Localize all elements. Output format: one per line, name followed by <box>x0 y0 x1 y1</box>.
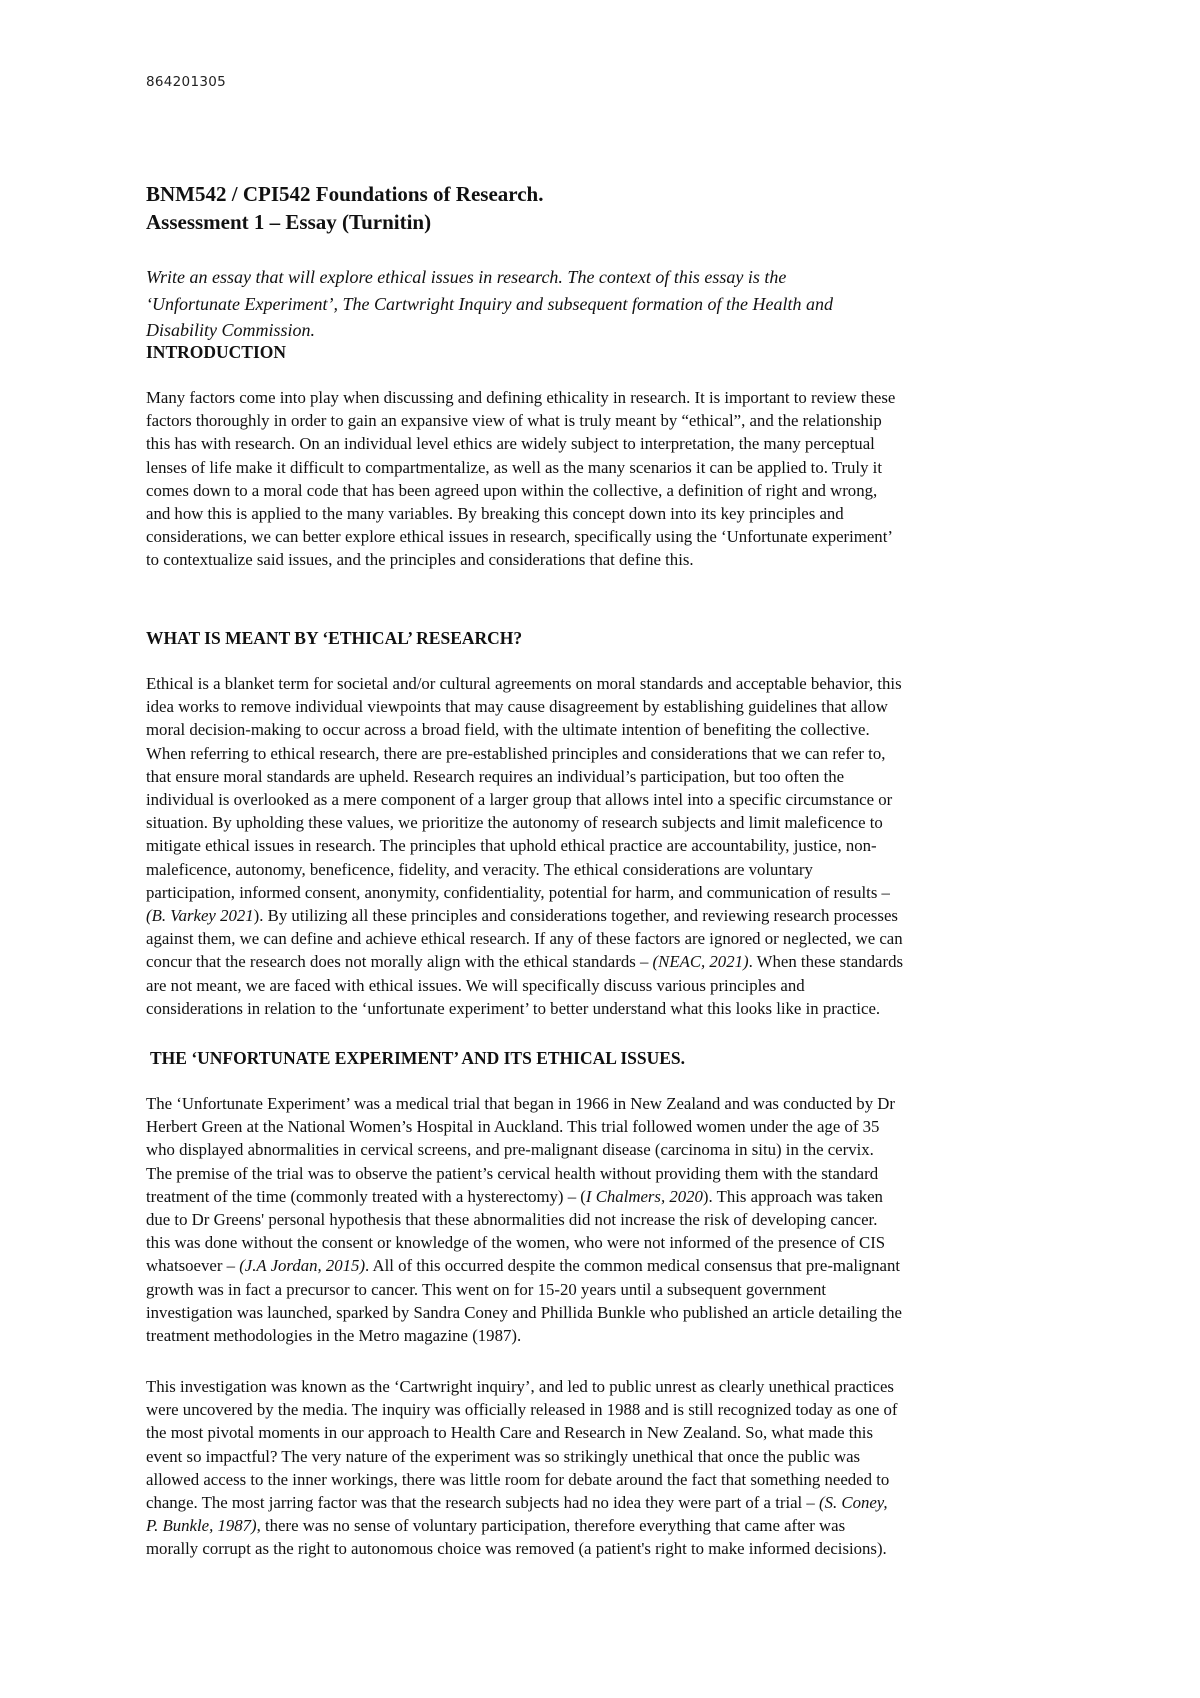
paragraph-ethical-research <box>146 672 1066 1020</box>
citation: P. Bunkle, 1987) <box>146 1516 257 1536</box>
paragraph-line <box>146 1254 1066 1277</box>
paragraph-line: that ensure moral standards are upheld. Research requires an individual’s participation, but too often the <box>146 766 845 786</box>
paragraph-line <box>146 1514 1066 1537</box>
paragraph-line: investigation was launched, sparked by Sandra Coney and Phillida Bunkle who published an article detailing the <box>146 1302 902 1322</box>
paragraph-line: maleficence, autonomy, beneficence, fidelity, and veracity. The ethical considerations are voluntary <box>146 859 813 879</box>
heading-ethical-research: WHAT IS MEANT BY ‘ETHICAL’ RESEARCH? <box>146 628 523 648</box>
citation: (NEAC, 2021) <box>652 952 749 972</box>
paragraph-line <box>146 1491 1066 1514</box>
paragraph-line: growth was in fact a precursor to cancer. This went on for 15-20 years until a subsequent government <box>146 1279 827 1299</box>
prompt-line: Disability Commission. <box>146 320 316 340</box>
heading-introduction: INTRODUCTION <box>146 342 287 362</box>
paragraph-line: individual is overlooked as a mere component of a larger group that allows intel into a specific circumstance or <box>146 790 893 810</box>
line-text: . All of this occurred despite the common medical consensus that pre-malignant <box>365 1256 901 1276</box>
student-id: 864201305 <box>146 74 227 90</box>
paragraph-line <box>146 1185 1066 1208</box>
paragraph-line <box>146 904 1066 927</box>
paragraph-line: event so impactful? The very nature of the experiment was so strikingly unethical that once the public was <box>146 1446 861 1466</box>
paragraph-unfortunate-experiment <box>146 1092 1066 1347</box>
paragraph-line: who displayed abnormalities in cervical screens, and pre-malignant disease (carcinoma in situ) in the cervix. <box>146 1140 874 1160</box>
paragraph-line: This investigation was known as the ‘Cartwright inquiry’, and led to public unrest as clearly unethical practices <box>146 1377 894 1396</box>
prompt-line: ‘Unfortunate Experiment’, The Cartwright Inquiry and subsequent formation of the Health and <box>146 293 833 314</box>
line-text: . When these standards <box>748 952 903 972</box>
assessment-title: Assessment 1 – Essay (Turnitin) <box>146 210 432 234</box>
paragraph-line: and how this is applied to the many variables. By breaking this concept down into its key principles and <box>146 504 844 524</box>
citation: (B. Varkey 2021 <box>146 906 254 926</box>
prompt-line: Write an essay that will explore ethical issues in research. The context of this essay is the <box>146 267 787 287</box>
paragraph-line: mitigate ethical issues in research. The principles that uphold ethical practice are accountability, justice, non- <box>146 836 877 856</box>
paragraph-line: Many factors come into play when discussing and defining ethicality in research. It is important to review these <box>146 388 896 407</box>
paragraph-cartwright-inquiry <box>146 1375 1066 1561</box>
citation: I Chalmers, 2020 <box>585 1186 703 1206</box>
citation: (J.A Jordan, 2015) <box>239 1256 366 1276</box>
paragraph-line: against them, we can define and achieve ethical research. If any of these factors are ignored or neglected, we can <box>146 929 903 949</box>
document-title <box>146 180 1046 236</box>
paragraph-line: considerations in relation to the ‘unfortunate experiment’ to better understand what this looks like in practice. <box>146 998 881 1018</box>
paragraph-line: the most pivotal moments in our approach to Health Care and Research in New Zealand. So, what made this <box>146 1423 873 1443</box>
paragraph-line: are not meant, we are faced with ethical issues. We will specifically discuss various principles and <box>146 975 805 995</box>
paragraph-line: this was done without the consent or knowledge of the women, who were not informed of the presence of CIS <box>146 1233 886 1253</box>
paragraph-line: to contextualize said issues, and the principles and considerations that define this. <box>146 550 694 570</box>
paragraph-line: situation. By upholding these values, we prioritize the autonomy of research subjects and limit maleficence to <box>146 813 883 833</box>
line-text: ). By utilizing all these principles and considerations together, and reviewing research processes <box>253 906 898 926</box>
paragraph-line: factors thoroughly in order to gain an expansive view of what is truly meant by “ethical”, and the relationship <box>146 411 882 431</box>
paragraph-line: allowed access to the inner workings, there was little room for debate around the fact that something needed to <box>146 1469 890 1489</box>
paragraph-line: Ethical is a blanket term for societal and/or cultural agreements on moral standards and acceptable behavior, this <box>146 674 902 693</box>
heading-unfortunate-experiment: THE ‘UNFORTUNATE EXPERIMENT’ AND ITS ETHICAL ISSUES. <box>150 1048 686 1068</box>
paragraph-line: lenses of life make it difficult to compartmentalize, as well as the many scenarios it can be applied to. Truly it <box>146 457 883 477</box>
paragraph-line: The ‘Unfortunate Experiment’ was a medical trial that began in 1966 in New Zealand and was conducted by Dr <box>146 1094 895 1113</box>
paragraph-line: moral decision-making to occur across a broad field, with the ultimate intention of benefiting the collective. <box>146 720 870 740</box>
paragraph-line: comes down to a moral code that has been agreed upon within the collective, a definition of right and wrong, <box>146 480 878 500</box>
paragraph-line: considerations, we can better explore ethical issues in research, specifically using the ‘Unfortunate experiment’ <box>146 527 893 547</box>
course-title: BNM542 / CPI542 Foundations of Research. <box>146 182 544 206</box>
citation: (S. Coney, <box>819 1493 888 1513</box>
paragraph-line: participation, informed consent, anonymity, confidentiality, potential for harm, and communication of results – <box>146 882 890 902</box>
line-text: whatsoever – <box>146 1256 240 1276</box>
paragraph-line: treatment methodologies in the Metro magazine (1987). <box>146 1326 522 1346</box>
essay-prompt <box>146 264 1026 344</box>
line-text: , there was no sense of voluntary participation, therefore everything that came after was <box>256 1516 846 1536</box>
line-text: concur that the research does not morally align with the ethical standards – <box>146 952 653 972</box>
paragraph-line: Herbert Green at the National Women’s Hospital in Auckland. This trial followed women under the age of 35 <box>146 1117 880 1137</box>
paragraph-line: When referring to ethical research, there are pre-established principles and considerations that we can refer to, <box>146 743 886 763</box>
line-text: ). This approach was taken <box>702 1186 883 1206</box>
paragraph-line: due to Dr Greens' personal hypothesis that these abnormalities did not increase the risk of developing cancer. <box>146 1210 878 1230</box>
paragraph-line: morally corrupt as the right to autonomous choice was removed (a patient's right to make informed decisions). <box>146 1539 887 1559</box>
paragraph-introduction <box>146 386 1066 572</box>
line-text: treatment of the time (commonly treated with a hysterectomy) – ( <box>146 1186 586 1206</box>
line-text: change. The most jarring factor was that the research subjects had no idea they were part of a trial – <box>146 1493 820 1513</box>
paragraph-line: The premise of the trial was to observe the patient’s cervical health without providing them with the standard <box>146 1163 879 1183</box>
paragraph-line: were uncovered by the media. The inquiry was officially released in 1988 and is still recognized today as one of <box>146 1400 898 1420</box>
paragraph-line <box>146 950 1066 973</box>
paragraph-line: idea works to remove individual viewpoints that may cause disagreement by establishing guidelines that allow <box>146 697 888 717</box>
paragraph-line: this has with research. On an individual level ethics are widely subject to interpretation, the many perceptual <box>146 434 875 454</box>
